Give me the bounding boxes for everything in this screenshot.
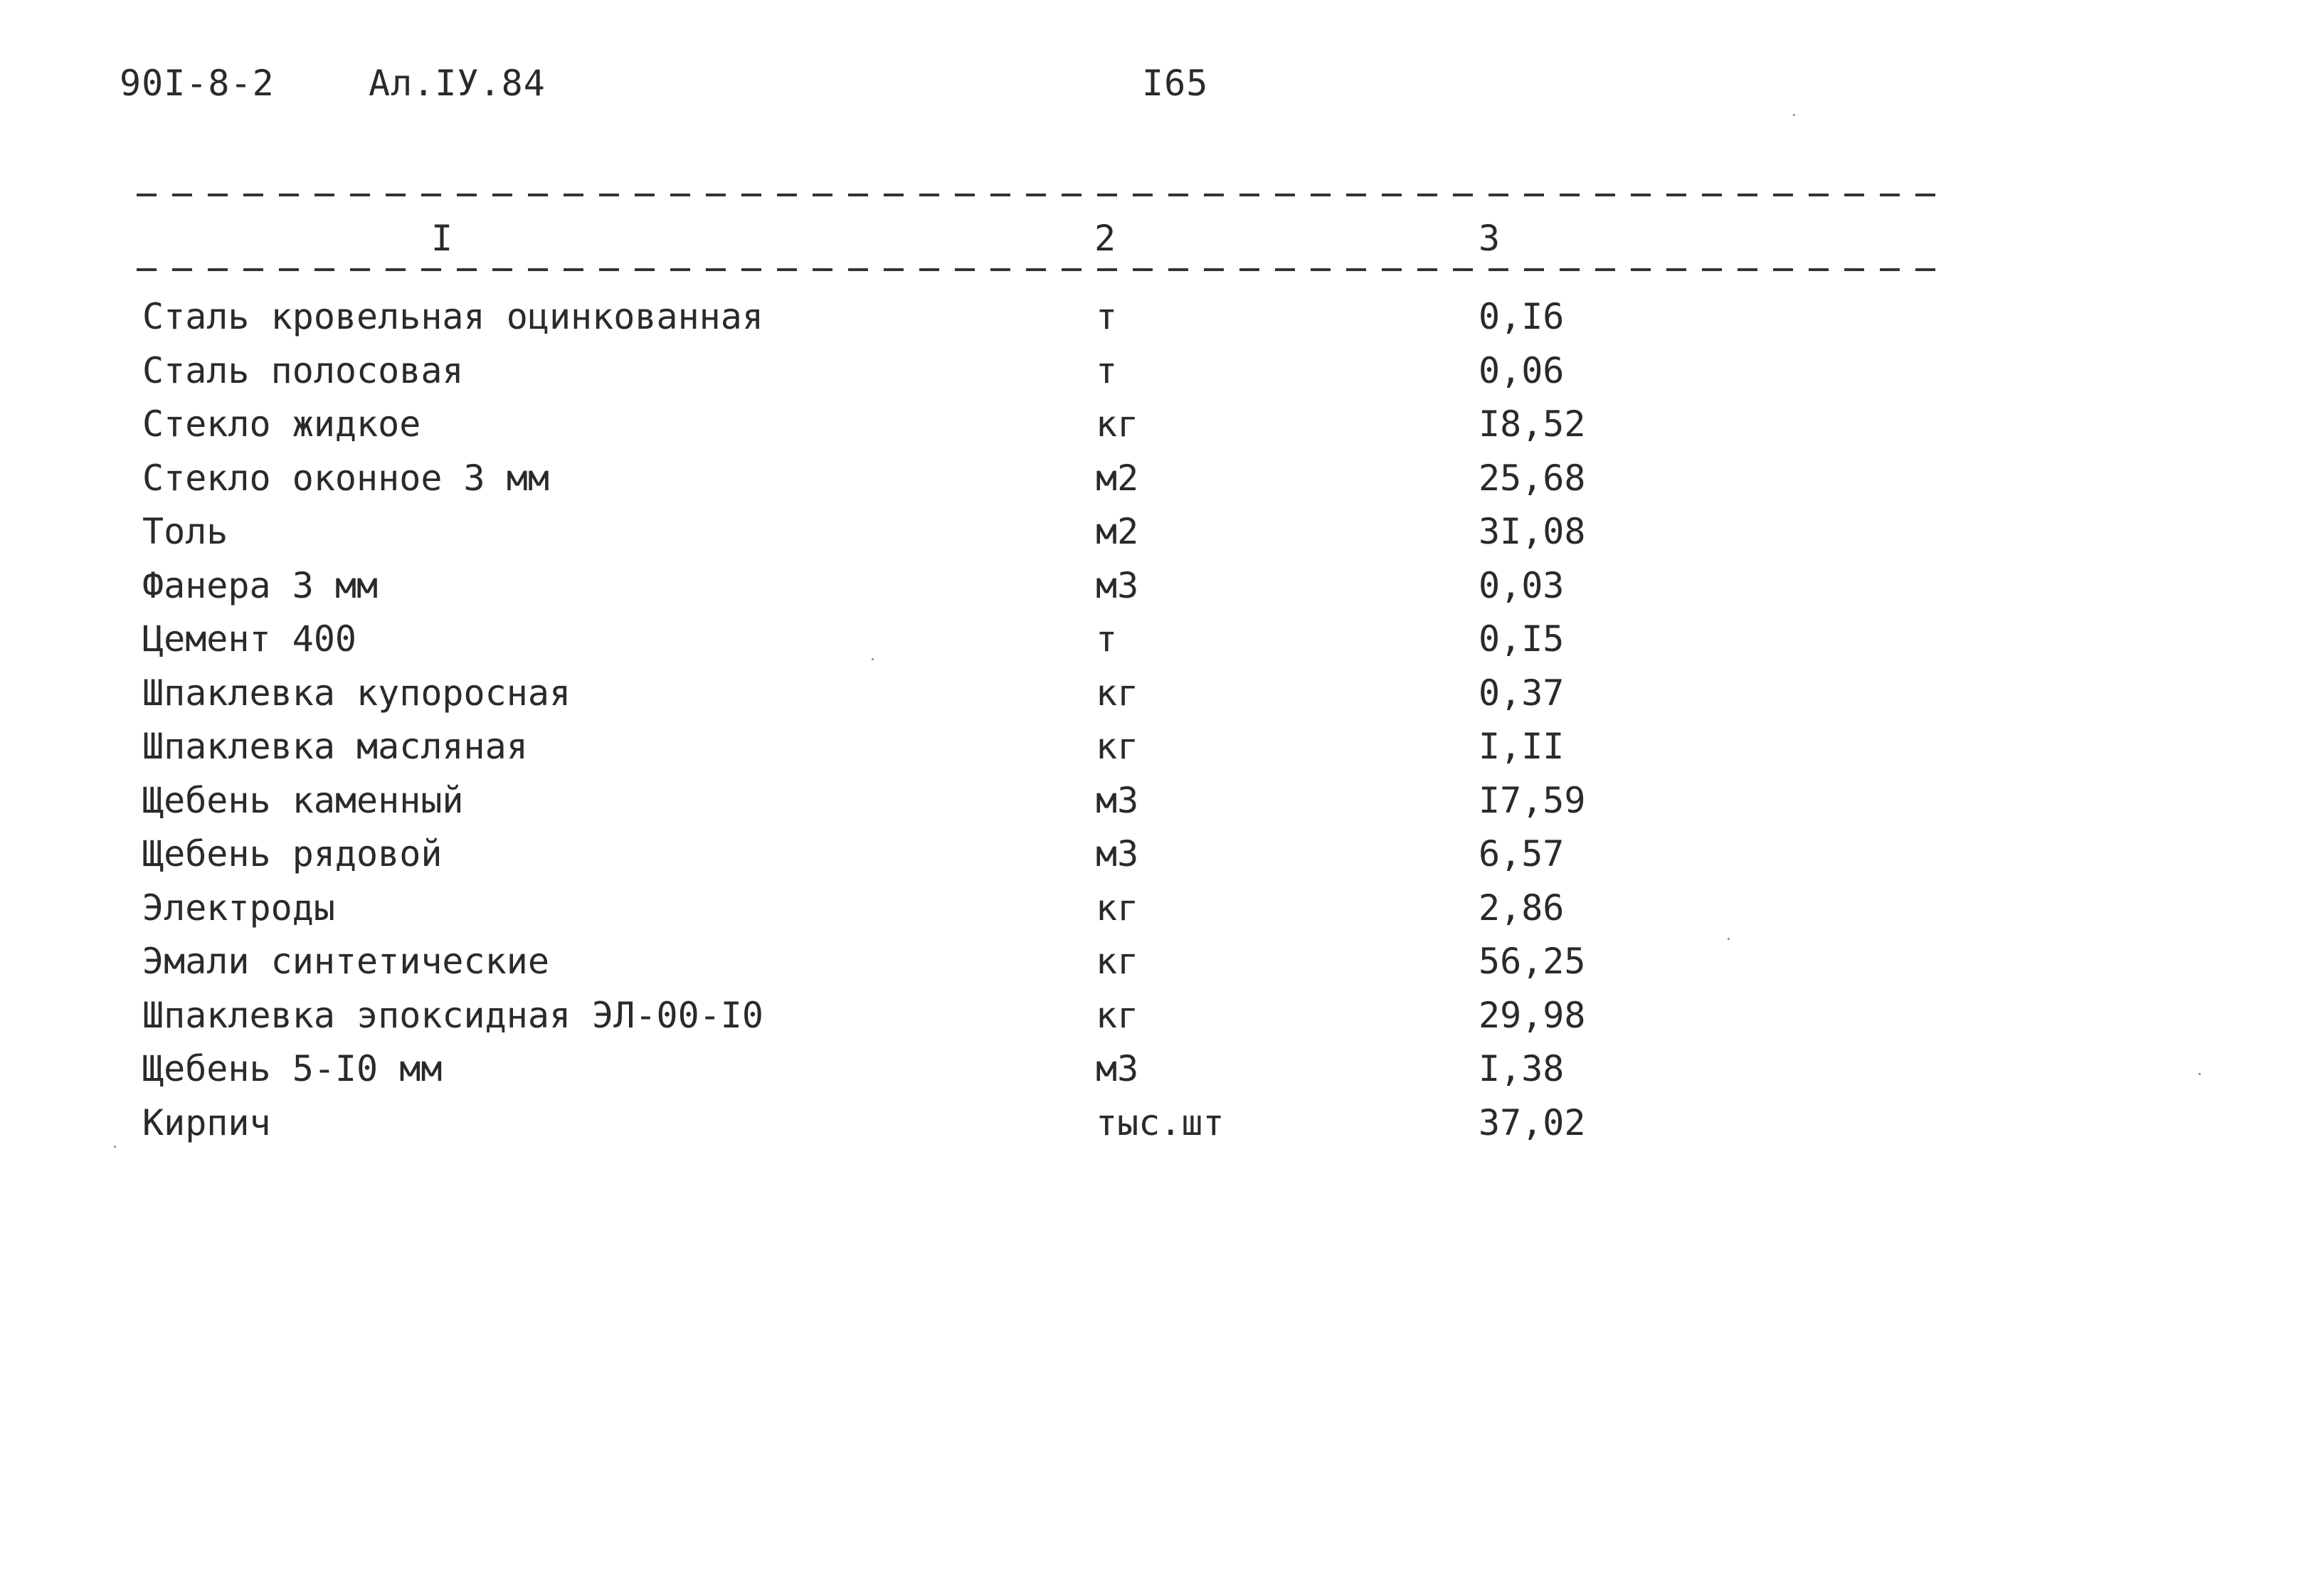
- material-name: Щебень каменный: [142, 779, 464, 821]
- table-row: [0, 667, 2311, 721]
- sheet-number: Ал.IУ.84: [369, 63, 546, 104]
- material-name: Стекло жидкое: [142, 403, 421, 445]
- table-row: [0, 505, 2311, 559]
- material-quantity: 6,57: [1479, 833, 1565, 874]
- material-unit: м3: [1096, 564, 1139, 606]
- material-quantity: 0,37: [1479, 672, 1565, 714]
- material-unit: кг: [1096, 887, 1139, 929]
- material-unit: т: [1096, 349, 1118, 391]
- scan-speck: [2199, 1073, 2201, 1075]
- material-quantity: 0,03: [1479, 564, 1565, 606]
- scan-speck: [114, 1146, 116, 1148]
- table-top-rule: [137, 194, 1951, 196]
- table-row: [0, 290, 2311, 344]
- material-name: Толь: [142, 511, 228, 552]
- material-quantity: 0,I6: [1479, 296, 1565, 337]
- page-header: [0, 58, 2311, 108]
- material-name: Сталь полосовая: [142, 349, 464, 391]
- materials-table: [0, 290, 2311, 1150]
- material-unit: м3: [1096, 1048, 1139, 1089]
- material-unit: м3: [1096, 833, 1139, 874]
- material-quantity: I8,52: [1479, 403, 1586, 445]
- table-row: [0, 989, 2311, 1043]
- material-name: Стекло оконное 3 мм: [142, 457, 549, 499]
- scan-speck: [872, 658, 874, 660]
- material-unit: кг: [1096, 941, 1139, 982]
- material-quantity: I,II: [1479, 726, 1565, 767]
- material-name: Электроды: [142, 887, 335, 929]
- table-row: [0, 559, 2311, 613]
- material-quantity: 29,98: [1479, 994, 1586, 1036]
- material-name: Эмали синтетические: [142, 941, 549, 982]
- scan-speck: [1793, 114, 1795, 116]
- material-unit: т: [1096, 296, 1118, 337]
- material-name: Шпаклевка масляная: [142, 726, 528, 767]
- page-number: I65: [1142, 63, 1209, 104]
- table-row: [0, 720, 2311, 774]
- material-quantity: 25,68: [1479, 457, 1586, 499]
- material-unit: кг: [1096, 672, 1139, 714]
- material-quantity: I7,59: [1479, 779, 1586, 821]
- material-name: Цемент 400: [142, 618, 357, 660]
- table-row: [0, 935, 2311, 989]
- table-row: [0, 882, 2311, 936]
- material-name: Щебень рядовой: [142, 833, 443, 874]
- material-quantity: I,38: [1479, 1048, 1565, 1089]
- material-unit: м3: [1096, 779, 1139, 821]
- material-name: Шпаклевка эпоксидная ЭЛ-00-I0: [142, 994, 763, 1036]
- document-code: 90I-8-2: [120, 63, 275, 104]
- table-row: [0, 828, 2311, 882]
- material-quantity: 0,I5: [1479, 618, 1565, 660]
- material-unit: м2: [1096, 511, 1139, 552]
- material-quantity: 0,06: [1479, 349, 1565, 391]
- column-header-value: 3: [1479, 218, 1501, 259]
- material-unit: кг: [1096, 994, 1139, 1036]
- material-unit: кг: [1096, 726, 1139, 767]
- scan-speck: [1728, 938, 1730, 940]
- table-row: [0, 1096, 2311, 1151]
- table-header-rule: [137, 268, 1951, 271]
- material-quantity: 56,25: [1479, 941, 1586, 982]
- table-row: [0, 1042, 2311, 1096]
- table-row: [0, 613, 2311, 667]
- material-name: Щебень 5-I0 мм: [142, 1048, 443, 1089]
- column-header-unit: 2: [1094, 218, 1116, 259]
- material-unit: т: [1096, 618, 1118, 660]
- table-row: [0, 398, 2311, 452]
- material-quantity: 2,86: [1479, 887, 1565, 929]
- table-row: [0, 452, 2311, 506]
- material-unit: м2: [1096, 457, 1139, 499]
- material-name: Шпаклевка купоросная: [142, 672, 571, 714]
- material-name: Сталь кровельная оцинкованная: [142, 296, 763, 337]
- material-unit: тыс.шт: [1096, 1101, 1225, 1143]
- material-name: Кирпич: [142, 1101, 271, 1143]
- column-header-name: I: [431, 218, 453, 259]
- material-quantity: 37,02: [1479, 1101, 1586, 1143]
- table-row: [0, 774, 2311, 828]
- material-name: Фанера 3 мм: [142, 564, 379, 606]
- material-quantity: 3I,08: [1479, 511, 1586, 552]
- material-unit: кг: [1096, 403, 1139, 445]
- table-row: [0, 344, 2311, 398]
